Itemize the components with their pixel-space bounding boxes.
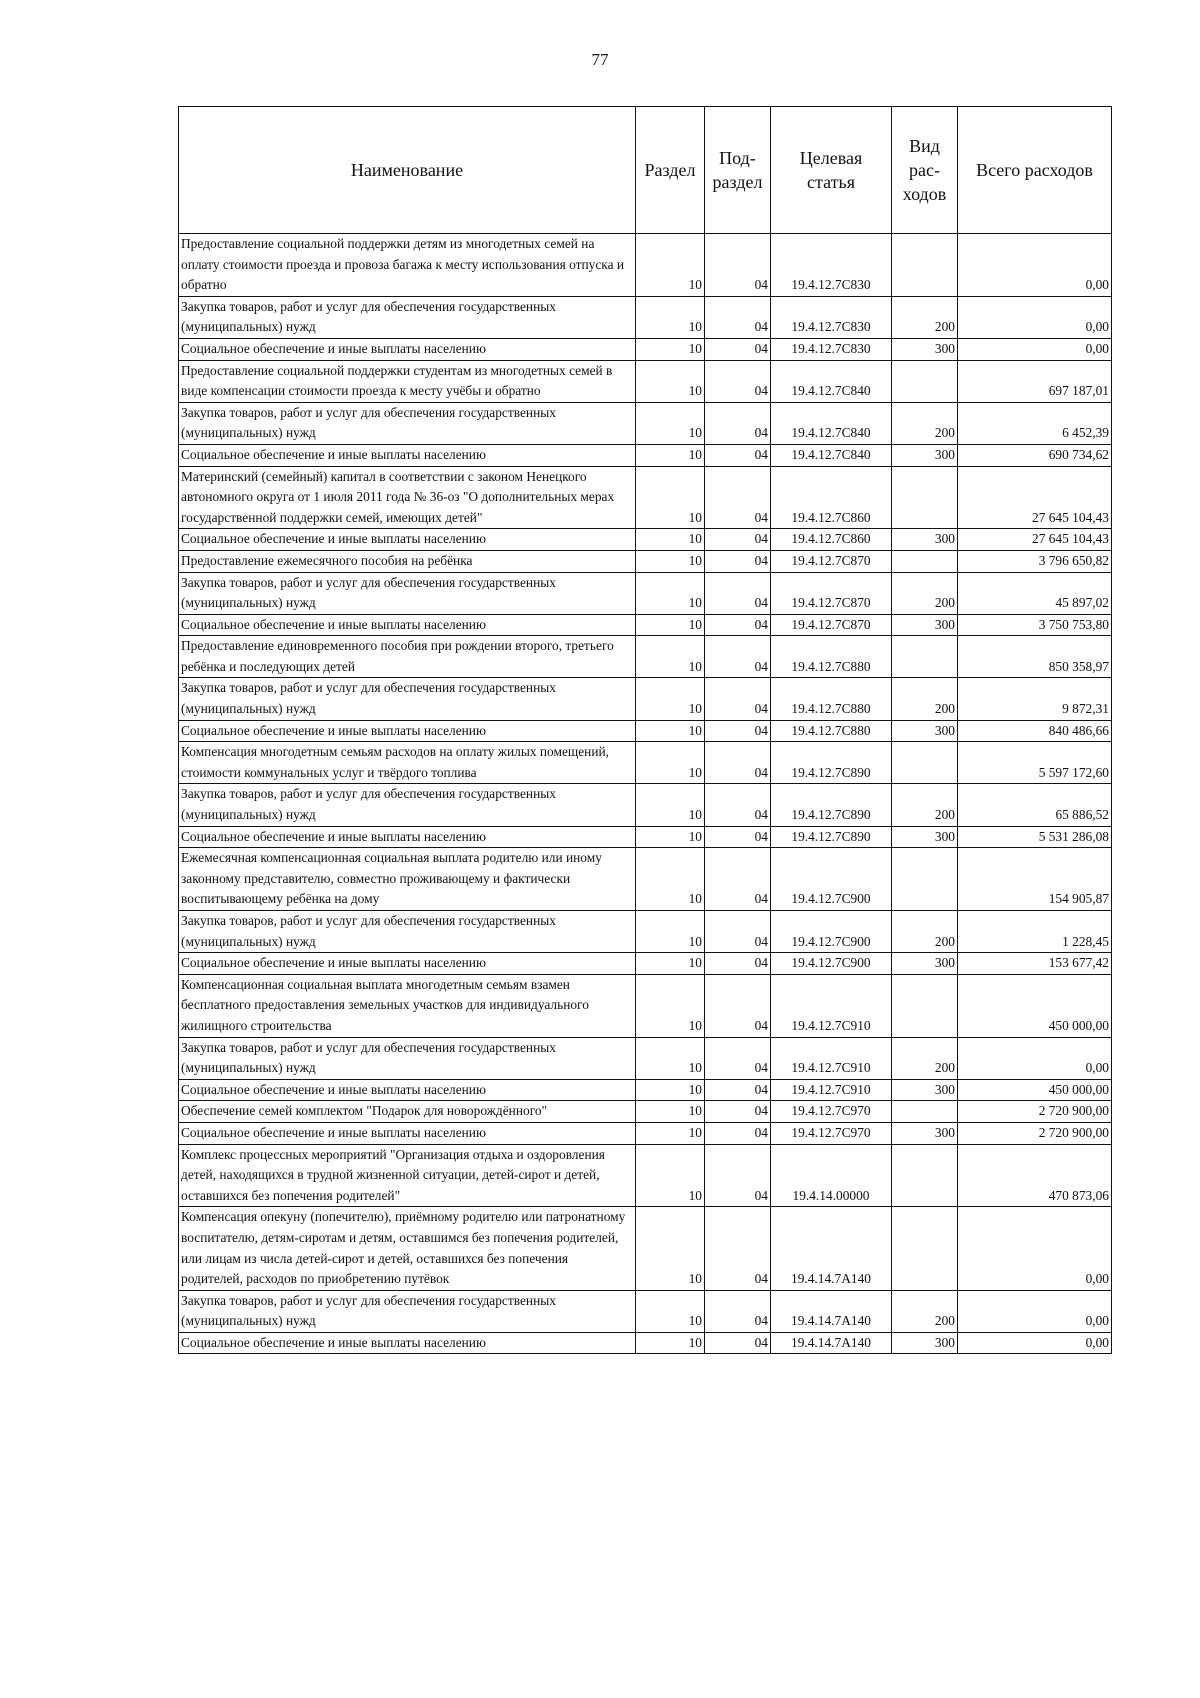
table-row bbox=[179, 1079, 1112, 1101]
table-row bbox=[179, 974, 1112, 1037]
table-row bbox=[179, 338, 1112, 360]
row-subsection: 04 bbox=[705, 1290, 771, 1332]
table-row bbox=[179, 1290, 1112, 1332]
row-name: Обеспечение семей комплектом "Подарок для новорождённого" bbox=[179, 1101, 636, 1123]
row-target-article: 19.4.12.7С970 bbox=[771, 1122, 892, 1144]
row-section: 10 bbox=[636, 466, 705, 529]
row-section: 10 bbox=[636, 614, 705, 636]
row-section: 10 bbox=[636, 1122, 705, 1144]
row-section: 10 bbox=[636, 296, 705, 338]
row-expense-type: 300 bbox=[892, 529, 958, 551]
row-total: 154 905,87 bbox=[958, 848, 1112, 911]
row-expense-type bbox=[892, 1101, 958, 1123]
row-subsection: 04 bbox=[705, 572, 771, 614]
table-row bbox=[179, 1144, 1112, 1207]
table-row bbox=[179, 296, 1112, 338]
row-expense-type: 200 bbox=[892, 296, 958, 338]
row-name: Закупка товаров, работ и услуг для обеспечения государственных (муниципальных) нужд bbox=[179, 572, 636, 614]
row-target-article: 19.4.14.7А140 bbox=[771, 1332, 892, 1354]
row-total: 0,00 bbox=[958, 1037, 1112, 1079]
row-expense-type: 200 bbox=[892, 678, 958, 720]
row-expense-type bbox=[892, 1144, 958, 1207]
row-name: Социальное обеспечение и иные выплаты населению bbox=[179, 1079, 636, 1101]
row-target-article: 19.4.12.7С900 bbox=[771, 911, 892, 953]
row-total: 840 486,66 bbox=[958, 720, 1112, 742]
row-section: 10 bbox=[636, 742, 705, 784]
header-subsection: Под- раздел bbox=[705, 107, 771, 234]
table-row bbox=[179, 678, 1112, 720]
row-subsection: 04 bbox=[705, 742, 771, 784]
table-row bbox=[179, 572, 1112, 614]
row-subsection: 04 bbox=[705, 550, 771, 572]
table-row bbox=[179, 234, 1112, 297]
row-target-article: 19.4.12.7С840 bbox=[771, 402, 892, 444]
row-expense-type bbox=[892, 974, 958, 1037]
row-total: 0,00 bbox=[958, 234, 1112, 297]
row-name: Социальное обеспечение и иные выплаты населению bbox=[179, 1122, 636, 1144]
table-row bbox=[179, 614, 1112, 636]
row-section: 10 bbox=[636, 1290, 705, 1332]
row-expense-type bbox=[892, 360, 958, 402]
row-total: 450 000,00 bbox=[958, 974, 1112, 1037]
table-row bbox=[179, 1207, 1112, 1290]
row-section: 10 bbox=[636, 848, 705, 911]
header-expense-type: Вид рас- ходов bbox=[892, 107, 958, 234]
row-section: 10 bbox=[636, 1207, 705, 1290]
row-section: 10 bbox=[636, 720, 705, 742]
row-name: Предоставление социальной поддержки детям из многодетных семей на оплату стоимости проезда и провоза багажа к месту использования отпуска и обратно bbox=[179, 234, 636, 297]
row-name: Компенсационная социальная выплата многодетным семьям взамен бесплатного предоставления земельных участков для индивидуального жилищного строительства bbox=[179, 974, 636, 1037]
row-name: Закупка товаров, работ и услуг для обеспечения государственных (муниципальных) нужд bbox=[179, 678, 636, 720]
row-expense-type bbox=[892, 466, 958, 529]
row-target-article: 19.4.12.7С890 bbox=[771, 742, 892, 784]
row-total: 5 597 172,60 bbox=[958, 742, 1112, 784]
row-total: 3 750 753,80 bbox=[958, 614, 1112, 636]
row-name: Социальное обеспечение и иные выплаты населению bbox=[179, 529, 636, 551]
budget-table bbox=[178, 106, 1112, 1354]
row-target-article: 19.4.12.7С880 bbox=[771, 678, 892, 720]
row-section: 10 bbox=[636, 1144, 705, 1207]
table-row bbox=[179, 360, 1112, 402]
row-section: 10 bbox=[636, 784, 705, 826]
row-target-article: 19.4.12.7С860 bbox=[771, 466, 892, 529]
row-target-article: 19.4.12.7С840 bbox=[771, 444, 892, 466]
row-total: 45 897,02 bbox=[958, 572, 1112, 614]
table-row bbox=[179, 636, 1112, 678]
row-expense-type: 300 bbox=[892, 826, 958, 848]
row-name: Компенсация многодетным семьям расходов на оплату жилых помещений, стоимости коммунальных услуг и твёрдого топлива bbox=[179, 742, 636, 784]
row-expense-type: 200 bbox=[892, 784, 958, 826]
table-row bbox=[179, 466, 1112, 529]
table-row bbox=[179, 720, 1112, 742]
row-total: 27 645 104,43 bbox=[958, 466, 1112, 529]
row-section: 10 bbox=[636, 572, 705, 614]
row-target-article: 19.4.14.7А140 bbox=[771, 1290, 892, 1332]
row-subsection: 04 bbox=[705, 678, 771, 720]
row-total: 153 677,42 bbox=[958, 953, 1112, 975]
row-expense-type bbox=[892, 234, 958, 297]
row-name: Социальное обеспечение и иные выплаты населению bbox=[179, 444, 636, 466]
row-expense-type bbox=[892, 742, 958, 784]
row-subsection: 04 bbox=[705, 1101, 771, 1123]
row-name: Комплекс процессных мероприятий "Организация отдыха и оздоровления детей, находящихся в трудной жизненной ситуации, детей-сирот и детей, оставшихся без попечения родителей" bbox=[179, 1144, 636, 1207]
row-total: 5 531 286,08 bbox=[958, 826, 1112, 848]
table-row bbox=[179, 911, 1112, 953]
header-target-article: Целевая статья bbox=[771, 107, 892, 234]
row-section: 10 bbox=[636, 444, 705, 466]
row-target-article: 19.4.12.7С910 bbox=[771, 974, 892, 1037]
row-name: Предоставление единовременного пособия при рождении второго, третьего ребёнка и последующих детей bbox=[179, 636, 636, 678]
table-row bbox=[179, 444, 1112, 466]
row-total: 697 187,01 bbox=[958, 360, 1112, 402]
row-name: Закупка товаров, работ и услуг для обеспечения государственных (муниципальных) нужд bbox=[179, 784, 636, 826]
row-name: Закупка товаров, работ и услуг для обеспечения государственных (муниципальных) нужд bbox=[179, 296, 636, 338]
row-target-article: 19.4.12.7С900 bbox=[771, 848, 892, 911]
row-target-article: 19.4.12.7С880 bbox=[771, 636, 892, 678]
row-total: 27 645 104,43 bbox=[958, 529, 1112, 551]
row-subsection: 04 bbox=[705, 848, 771, 911]
row-name: Социальное обеспечение и иные выплаты населению bbox=[179, 1332, 636, 1354]
row-section: 10 bbox=[636, 1101, 705, 1123]
row-total: 2 720 900,00 bbox=[958, 1122, 1112, 1144]
row-subsection: 04 bbox=[705, 720, 771, 742]
row-subsection: 04 bbox=[705, 1144, 771, 1207]
row-target-article: 19.4.12.7С890 bbox=[771, 784, 892, 826]
row-section: 10 bbox=[636, 826, 705, 848]
row-name: Компенсация опекуну (попечителю), приёмному родителю или патронатному воспитателю, детям-сиротам и детям, оставшимся без попечения родителей, или лицам из числа детей-сирот и детей, оставшихся без попечения родителей, расходов по приобретению путёвок bbox=[179, 1207, 636, 1290]
row-total: 0,00 bbox=[958, 338, 1112, 360]
row-name: Ежемесячная компенсационная социальная выплата родителю или иному законному представителю, совместно проживающему и фактически воспитывающему ребёнка на дому bbox=[179, 848, 636, 911]
table-row bbox=[179, 784, 1112, 826]
table-row bbox=[179, 529, 1112, 551]
row-expense-type: 300 bbox=[892, 444, 958, 466]
table-row bbox=[179, 1101, 1112, 1123]
table-row bbox=[179, 1037, 1112, 1079]
row-expense-type: 200 bbox=[892, 911, 958, 953]
table-row bbox=[179, 402, 1112, 444]
row-expense-type: 300 bbox=[892, 1332, 958, 1354]
row-target-article: 19.4.12.7С910 bbox=[771, 1037, 892, 1079]
row-name: Социальное обеспечение и иные выплаты населению bbox=[179, 953, 636, 975]
table-row bbox=[179, 742, 1112, 784]
row-expense-type bbox=[892, 848, 958, 911]
row-total: 0,00 bbox=[958, 296, 1112, 338]
row-section: 10 bbox=[636, 360, 705, 402]
row-section: 10 bbox=[636, 1332, 705, 1354]
row-target-article: 19.4.12.7С830 bbox=[771, 296, 892, 338]
row-target-article: 19.4.12.7С970 bbox=[771, 1101, 892, 1123]
row-target-article: 19.4.14.00000 bbox=[771, 1144, 892, 1207]
row-target-article: 19.4.14.7А140 bbox=[771, 1207, 892, 1290]
row-name: Предоставление ежемесячного пособия на ребёнка bbox=[179, 550, 636, 572]
row-total: 6 452,39 bbox=[958, 402, 1112, 444]
row-subsection: 04 bbox=[705, 911, 771, 953]
table-row bbox=[179, 1332, 1112, 1354]
row-target-article: 19.4.12.7С840 bbox=[771, 360, 892, 402]
row-expense-type: 300 bbox=[892, 720, 958, 742]
row-expense-type: 200 bbox=[892, 1037, 958, 1079]
row-expense-type bbox=[892, 636, 958, 678]
row-expense-type: 200 bbox=[892, 402, 958, 444]
row-target-article: 19.4.12.7С870 bbox=[771, 614, 892, 636]
row-total: 450 000,00 bbox=[958, 1079, 1112, 1101]
row-expense-type: 300 bbox=[892, 953, 958, 975]
row-target-article: 19.4.12.7С870 bbox=[771, 550, 892, 572]
row-section: 10 bbox=[636, 402, 705, 444]
row-name: Социальное обеспечение и иные выплаты населению bbox=[179, 614, 636, 636]
row-subsection: 04 bbox=[705, 338, 771, 360]
row-section: 10 bbox=[636, 636, 705, 678]
row-section: 10 bbox=[636, 234, 705, 297]
row-section: 10 bbox=[636, 911, 705, 953]
row-subsection: 04 bbox=[705, 784, 771, 826]
row-subsection: 04 bbox=[705, 974, 771, 1037]
row-name: Социальное обеспечение и иные выплаты населению bbox=[179, 826, 636, 848]
row-target-article: 19.4.12.7С910 bbox=[771, 1079, 892, 1101]
row-subsection: 04 bbox=[705, 296, 771, 338]
row-total: 65 886,52 bbox=[958, 784, 1112, 826]
row-expense-type: 300 bbox=[892, 338, 958, 360]
row-subsection: 04 bbox=[705, 953, 771, 975]
row-target-article: 19.4.12.7С830 bbox=[771, 234, 892, 297]
row-target-article: 19.4.12.7С900 bbox=[771, 953, 892, 975]
row-expense-type bbox=[892, 1207, 958, 1290]
row-name: Социальное обеспечение и иные выплаты населению bbox=[179, 338, 636, 360]
row-subsection: 04 bbox=[705, 402, 771, 444]
table-header-row bbox=[179, 107, 1112, 234]
row-subsection: 04 bbox=[705, 360, 771, 402]
row-target-article: 19.4.12.7С830 bbox=[771, 338, 892, 360]
row-expense-type: 200 bbox=[892, 1290, 958, 1332]
row-subsection: 04 bbox=[705, 1122, 771, 1144]
header-section: Раздел bbox=[636, 107, 705, 234]
row-subsection: 04 bbox=[705, 529, 771, 551]
row-name: Закупка товаров, работ и услуг для обеспечения государственных (муниципальных) нужд bbox=[179, 911, 636, 953]
header-name: Наименование bbox=[179, 107, 636, 234]
row-total: 1 228,45 bbox=[958, 911, 1112, 953]
header-total: Всего расходов bbox=[958, 107, 1112, 234]
table-row bbox=[179, 1122, 1112, 1144]
row-total: 2 720 900,00 bbox=[958, 1101, 1112, 1123]
row-section: 10 bbox=[636, 953, 705, 975]
row-total: 0,00 bbox=[958, 1290, 1112, 1332]
page-number: 77 bbox=[591, 50, 609, 69]
row-subsection: 04 bbox=[705, 614, 771, 636]
row-subsection: 04 bbox=[705, 826, 771, 848]
row-subsection: 04 bbox=[705, 636, 771, 678]
row-expense-type: 300 bbox=[892, 1079, 958, 1101]
row-total: 3 796 650,82 bbox=[958, 550, 1112, 572]
row-total: 690 734,62 bbox=[958, 444, 1112, 466]
row-section: 10 bbox=[636, 550, 705, 572]
row-subsection: 04 bbox=[705, 234, 771, 297]
row-section: 10 bbox=[636, 678, 705, 720]
row-name: Социальное обеспечение и иные выплаты населению bbox=[179, 720, 636, 742]
row-target-article: 19.4.12.7С890 bbox=[771, 826, 892, 848]
row-section: 10 bbox=[636, 1037, 705, 1079]
row-total: 9 872,31 bbox=[958, 678, 1112, 720]
row-section: 10 bbox=[636, 1079, 705, 1101]
row-section: 10 bbox=[636, 974, 705, 1037]
row-target-article: 19.4.12.7С860 bbox=[771, 529, 892, 551]
table-row bbox=[179, 848, 1112, 911]
table-row bbox=[179, 826, 1112, 848]
row-name: Материнский (семейный) капитал в соответствии с законом Ненецкого автономного округа от 1 июля 2011 года № 36-оз "О дополнительных мерах государственной поддержки семей, имеющих детей" bbox=[179, 466, 636, 529]
row-total: 0,00 bbox=[958, 1332, 1112, 1354]
row-subsection: 04 bbox=[705, 466, 771, 529]
row-name: Закупка товаров, работ и услуг для обеспечения государственных (муниципальных) нужд bbox=[179, 402, 636, 444]
row-expense-type: 300 bbox=[892, 614, 958, 636]
row-subsection: 04 bbox=[705, 444, 771, 466]
row-expense-type: 300 bbox=[892, 1122, 958, 1144]
row-section: 10 bbox=[636, 338, 705, 360]
row-subsection: 04 bbox=[705, 1332, 771, 1354]
row-target-article: 19.4.12.7С870 bbox=[771, 572, 892, 614]
row-section: 10 bbox=[636, 529, 705, 551]
row-total: 0,00 bbox=[958, 1207, 1112, 1290]
row-subsection: 04 bbox=[705, 1037, 771, 1079]
table-row bbox=[179, 953, 1112, 975]
row-target-article: 19.4.12.7С880 bbox=[771, 720, 892, 742]
row-name: Закупка товаров, работ и услуг для обеспечения государственных (муниципальных) нужд bbox=[179, 1290, 636, 1332]
row-total: 850 358,97 bbox=[958, 636, 1112, 678]
row-expense-type bbox=[892, 550, 958, 572]
row-total: 470 873,06 bbox=[958, 1144, 1112, 1207]
table-row bbox=[179, 550, 1112, 572]
row-subsection: 04 bbox=[705, 1079, 771, 1101]
row-subsection: 04 bbox=[705, 1207, 771, 1290]
row-name: Предоставление социальной поддержки студентам из многодетных семей в виде компенсации стоимости проезда к месту учёбы и обратно bbox=[179, 360, 636, 402]
row-expense-type: 200 bbox=[892, 572, 958, 614]
row-name: Закупка товаров, работ и услуг для обеспечения государственных (муниципальных) нужд bbox=[179, 1037, 636, 1079]
